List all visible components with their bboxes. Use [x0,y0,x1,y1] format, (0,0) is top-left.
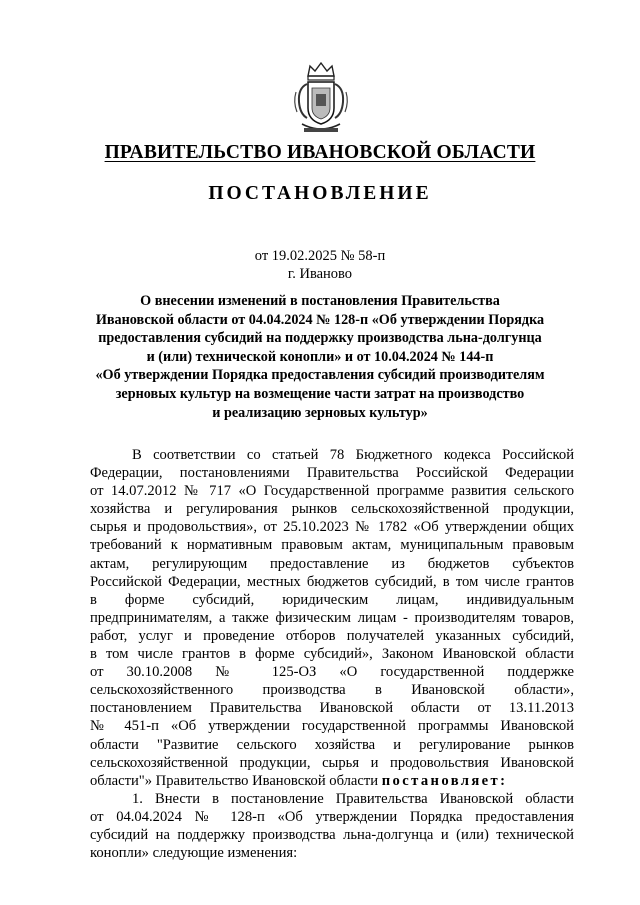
body-line: области "Развитие сельского хозяйства и регулирование рынков [90,736,574,753]
document-body [90,446,574,862]
body-line: сельскохозяйственного производства в Ивановской области», [90,682,574,699]
body-line: конопли» следующие изменения: [90,845,298,862]
body-line: сельскохозяйственной продукции, сырья и продовольствия Ивановской [90,754,574,771]
title-line: и (или) технической конопли» и от 10.04.2024 № 144-п [146,348,494,365]
body-line: В соответствии со статьей 78 Бюджетного кодекса Российской [132,447,574,463]
resolves-keyword: постановляет: [381,772,508,789]
body-line: от 14.07.2012 № 717 «О Государственной программе развития сельского [90,483,574,500]
body-line: в том числе грантов в форме субсидий», Законом Ивановской области [90,646,574,663]
body-line: субсидий на поддержку производства льна-долгунца и (или) технической [90,826,574,843]
body-line: № 451-п «Об утверждении государственной программы Ивановской [90,718,574,735]
title-line: «Об утверждении Порядка предоставления субсидий производителям [95,367,545,384]
preamble-ending: области"» Правительство Ивановской области [90,772,382,789]
body-line: сырья и продовольствия», от 25.10.2023 № 1782 «Об утверждении общих [90,519,574,536]
paragraph-item-1 [90,790,574,862]
title-line: Ивановской области от 04.04.2024 № 128-п «Об утверждении Порядка [95,311,545,328]
body-line: требований к нормативным правовым актам, муниципальным правовым [90,537,574,554]
body-line: Федерации, постановлениями Правительства Российской Федерации [90,465,574,482]
coat-of-arms-emblem [290,58,352,140]
title-line: зерновых культур на возмещение части затрат на производство [115,385,525,402]
body-line: от 04.04.2024 № 128-п «Об утверждении Порядка предоставления [90,808,574,825]
title-line: О внесении изменений в постановления Правительства [140,293,500,309]
body-line: 1. Внести в постановление Правительства Ивановской области [132,790,574,807]
body-line: предпринимателям, а также физическим лицам - производителям товаров, [90,609,574,626]
body-line: Российской Федерации, местных бюджетов субсидий, в том числе грантов [90,573,574,590]
date-number: от 19.02.2025 № 58-п [254,248,386,264]
body-line-final [90,772,574,790]
body-line: постановлением Правительства Ивановской области от 13.11.2013 [90,700,574,717]
title-line: и реализацию зерновых культур» [212,404,428,421]
body-line: от 30.10.2008 № 125-ОЗ «О государственной поддержке [90,664,574,681]
document-type: ПОСТАНОВЛЕНИЕ [208,183,432,204]
city: г. Иваново [287,266,353,282]
government-name: ПРАВИТЕЛЬСТВО ИВАНОВСКОЙ ОБЛАСТИ [104,142,536,163]
body-line: хозяйства и регулирования рынков сельскохозяйственной продукции, [90,501,574,518]
body-line: актам, регулирующим предоставление из бюджетов субъектов [90,555,574,572]
title-line: предоставления субсидий на поддержку производства льна-долгунца [98,330,542,347]
body-line: работ, услуг и проведение отборов получателей указанных субсидий, [90,627,574,644]
paragraph-preamble [90,446,574,790]
body-line: в форме субсидий, юридическим лицам, индивидуальным [90,591,574,608]
document-title [60,292,580,422]
